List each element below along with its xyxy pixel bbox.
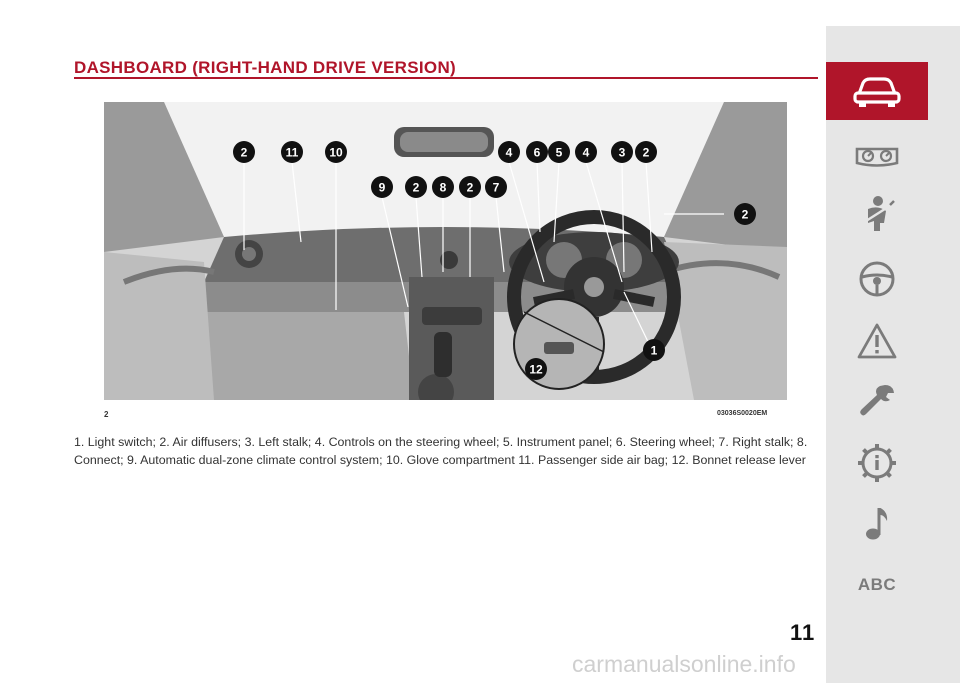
- callout-label: 12: [529, 362, 543, 377]
- tab-driving[interactable]: [826, 250, 928, 308]
- tab-safety[interactable]: [826, 184, 928, 242]
- seat-belt-person-icon: [854, 193, 900, 233]
- figure-number: 2: [104, 410, 109, 419]
- callout-label: 10: [329, 145, 343, 160]
- callout-label: 2: [642, 145, 650, 160]
- title-divider: [74, 77, 818, 79]
- callout-label: 2: [741, 207, 749, 222]
- tab-maintenance[interactable]: [826, 372, 928, 430]
- page-number: 11: [790, 620, 816, 645]
- callout-label: 6: [533, 145, 541, 160]
- instrument-gauges-icon: [854, 141, 900, 169]
- callout-label: 5: [555, 145, 563, 160]
- wrench-icon: [857, 381, 897, 421]
- callout-label: 11: [285, 145, 299, 160]
- info-gear-icon: [856, 442, 898, 484]
- car-icon: [851, 74, 903, 108]
- tab-index[interactable]: [826, 556, 928, 614]
- abc-icon: ABC: [857, 575, 897, 594]
- figure-caption: 1. Light switch; 2. Air diffusers; 3. Left stalk; 4. Controls on the steering wheel; 5. Instrument panel; 6. Steering wheel; 7. Right stalk; 8. Connect; 9. Automatic dual-zone climate control system; 10. Glove compartment 11. Passenger side air bag; 12. Bonnet release lever: [74, 435, 808, 467]
- steering-wheel-icon: [857, 259, 897, 299]
- warning-triangle-icon: [856, 322, 898, 360]
- callout-label: 8: [439, 180, 447, 195]
- callout-label: 2: [240, 145, 248, 160]
- callout-label: 3: [618, 145, 626, 160]
- tab-instruments[interactable]: [826, 126, 928, 184]
- music-note-icon: [862, 503, 892, 543]
- dashboard-figure: [104, 102, 787, 400]
- watermark: carmanualsonline.info: [572, 651, 796, 677]
- callout-label: 1: [650, 343, 658, 358]
- callout-label: 2: [466, 180, 474, 195]
- tab-multimedia[interactable]: [826, 494, 928, 552]
- tab-car[interactable]: [826, 62, 928, 120]
- figure-code: 03036S0020EM: [717, 410, 768, 417]
- callout-label: 4: [582, 145, 590, 160]
- callout-label: 4: [505, 145, 513, 160]
- tab-technical-data[interactable]: [826, 434, 928, 492]
- tab-warnings[interactable]: [826, 312, 928, 370]
- callout-label: 9: [378, 180, 386, 195]
- callout-label: 2: [412, 180, 420, 195]
- callout-layer: [104, 102, 787, 400]
- page-title: DASHBOARD (RIGHT-HAND DRIVE VERSION): [74, 58, 456, 77]
- callout-label: 7: [492, 180, 500, 195]
